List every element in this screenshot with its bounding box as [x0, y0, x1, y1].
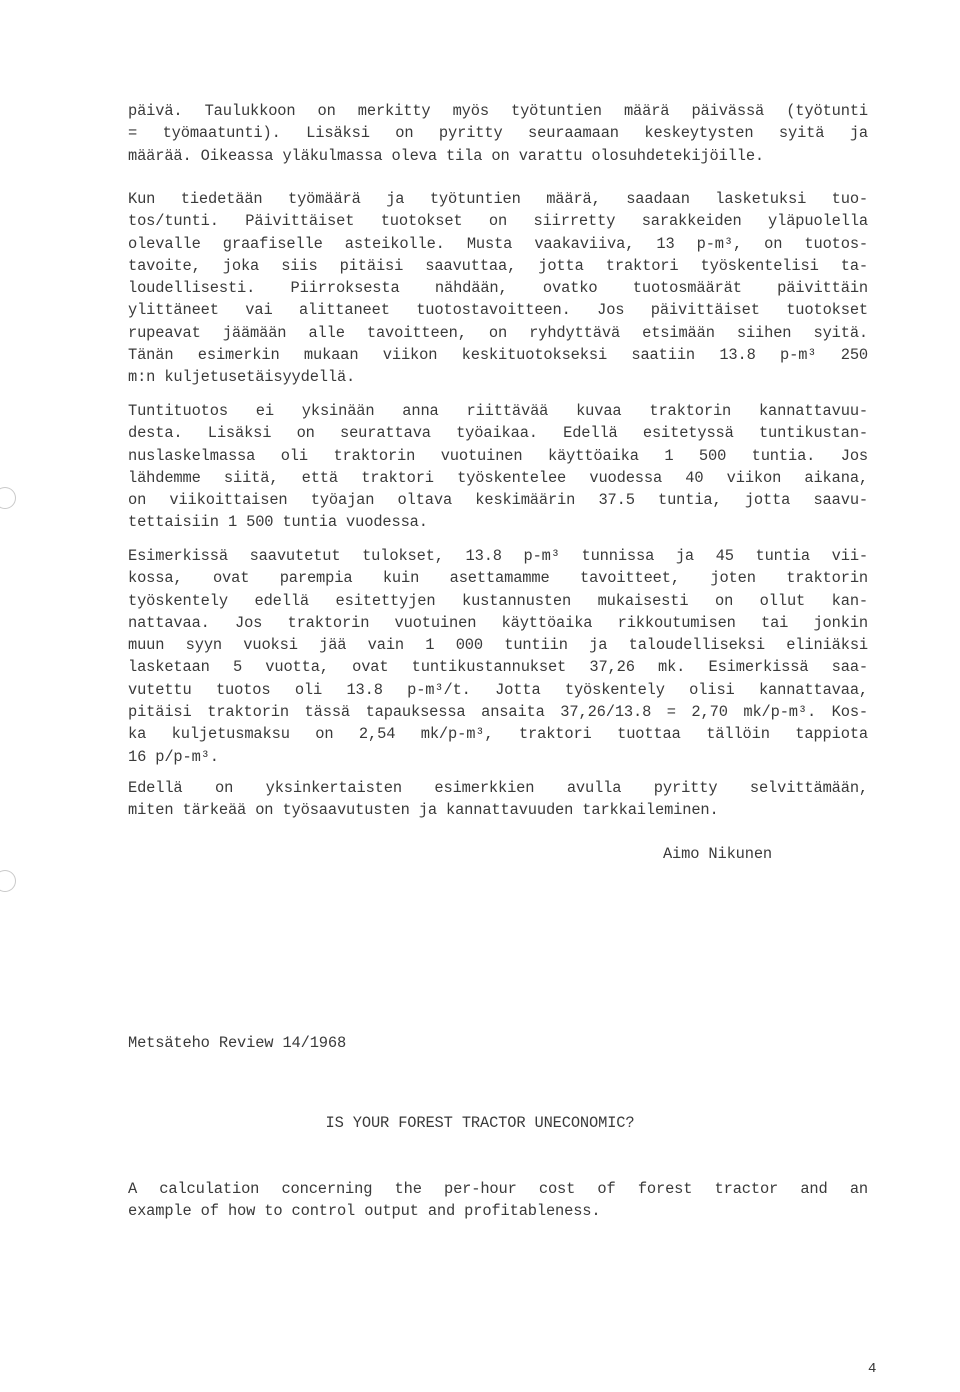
- text-line: muun syyn vuoksi jää vain 1 000 tuntiin ja taloudelliseksi eliniäksi: [128, 636, 868, 655]
- text-line: A calculation concerning the per-hour cost of forest tractor and an: [128, 1180, 868, 1198]
- paragraph-work-hours: [128, 100, 868, 167]
- text-line: vutettu tuotos oli 13.8 p-m³/t. Jotta työskentely olisi kannattavaa,: [128, 680, 868, 699]
- page-number: 4: [868, 1361, 877, 1377]
- text-line: työskentely edellä esitettyjen kustannusten mukaisesti on ollut kan-: [128, 591, 868, 610]
- text-line: = työmaatunti). Lisäksi on pyritty seuraamaan keskeytysten syitä ja: [128, 124, 868, 143]
- text-line: Esimerkissä saavutetut tulokset, 13.8 p-m³ tunnissa ja 45 tuntia vii-: [128, 547, 868, 565]
- text-line: on viikoittaisen työajan oltava keskimäärin 37.5 tuntia, jotta saavu-: [128, 491, 868, 510]
- text-line: ylittäneet vai alittaneet tuotostavoitteen. Jos päivittäiset tuotokset: [128, 301, 868, 320]
- text-line: pitäisi traktorin tässä tapauksessa ansaita 37,26/13.8 = 2,70 mk/p-m³. Kos-: [128, 703, 868, 722]
- text-line: tettaisiin 1 500 tuntia vuodessa.: [128, 513, 428, 532]
- publication-reference: Metsäteho Review 14/1968: [128, 1034, 347, 1052]
- text-line: lähdemme siitä, että traktori työskentelee vuodessa 40 viikon aikana,: [128, 468, 868, 487]
- english-abstract: [128, 1178, 868, 1223]
- paragraph-output-per-hour: [128, 188, 868, 389]
- text-line: example of how to control output and profitableness.: [128, 1202, 601, 1221]
- text-line: rupeavat jäämään alle tavoitteen, on ryhdyttävä etsimään siihen syitä.: [128, 323, 868, 342]
- text-line: tavoite, joka siis pitäisi saavuttaa, jotta traktori työskentelisi ta-: [128, 256, 868, 275]
- text-line: päivä. Taulukkoon on merkitty myös työtuntien määrä päivässä (työtunti: [128, 102, 868, 120]
- text-line: Tuntituotos ei yksinään anna riittävää kuvaa traktorin kannattavuu-: [128, 402, 868, 420]
- text-line: desta. Lisäksi on seurattava työaikaa. Edellä esitetyssä tuntikustan-: [128, 424, 868, 443]
- text-line: Tänän esimerkin mukaan viikon keskituotokseksi saatiin 13.8 p-m³ 250: [128, 346, 868, 365]
- text-line: 16 p/p-m³.: [128, 747, 219, 766]
- text-line: Kun tiedetään työmäärä ja työtuntien määrä, saadaan lasketuksi tuo-: [128, 190, 868, 208]
- paragraph-example-results: [128, 545, 868, 768]
- author-signature: Aimo Nikunen: [662, 845, 772, 863]
- text-line: olevalle graafiselle asteikolle. Musta vaakaviiva, 13 p-m³, on tuotos-: [128, 234, 868, 253]
- text-line: kossa, ovat parempia kuin asettamamme tavoitteet, joten traktorin: [128, 569, 868, 588]
- text-line: lasketaan 5 vuotta, ovat tuntikustannukset 37,26 mk. Esimerkissä saa-: [128, 658, 868, 677]
- text-line: ka kuljetusmaksu on 2,54 mk/p-m³, traktori tuottaa tällöin tappiota: [128, 725, 868, 744]
- punch-hole-mark: [0, 870, 16, 892]
- text-line: loudellisesti. Piirroksesta nähdään, ovatko tuotosmäärät päivittäin: [128, 279, 868, 298]
- text-line: nattavaa. Jos traktorin vuotuinen käyttöaika rikkoutumisen tai jonkin: [128, 613, 868, 632]
- paragraph-working-time: [128, 400, 868, 534]
- text-line: määrää. Oikeassa yläkulmassa oleva tila on varattu olosuhdetekijöille.: [128, 146, 765, 165]
- text-line: tos/tunti. Päivittäiset tuotokset on siirretty sarakkeiden yläpuolella: [128, 212, 868, 231]
- english-title: IS YOUR FOREST TRACTOR UNECONOMIC?: [325, 1114, 635, 1132]
- text-line: miten tärkeää on työsaavutusten ja kannattavuuden tarkkaileminen.: [128, 801, 719, 820]
- paragraph-conclusion: [128, 777, 868, 822]
- punch-hole-mark: [0, 487, 16, 509]
- text-line: m:n kuljetusetäisyydellä.: [128, 368, 356, 387]
- text-line: Edellä on yksinkertaisten esimerkkien avulla pyritty selvittämään,: [128, 779, 868, 797]
- text-line: nuslaskelmassa oli traktorin vuotuinen käyttöaika 1 500 tuntia. Jos: [128, 446, 868, 465]
